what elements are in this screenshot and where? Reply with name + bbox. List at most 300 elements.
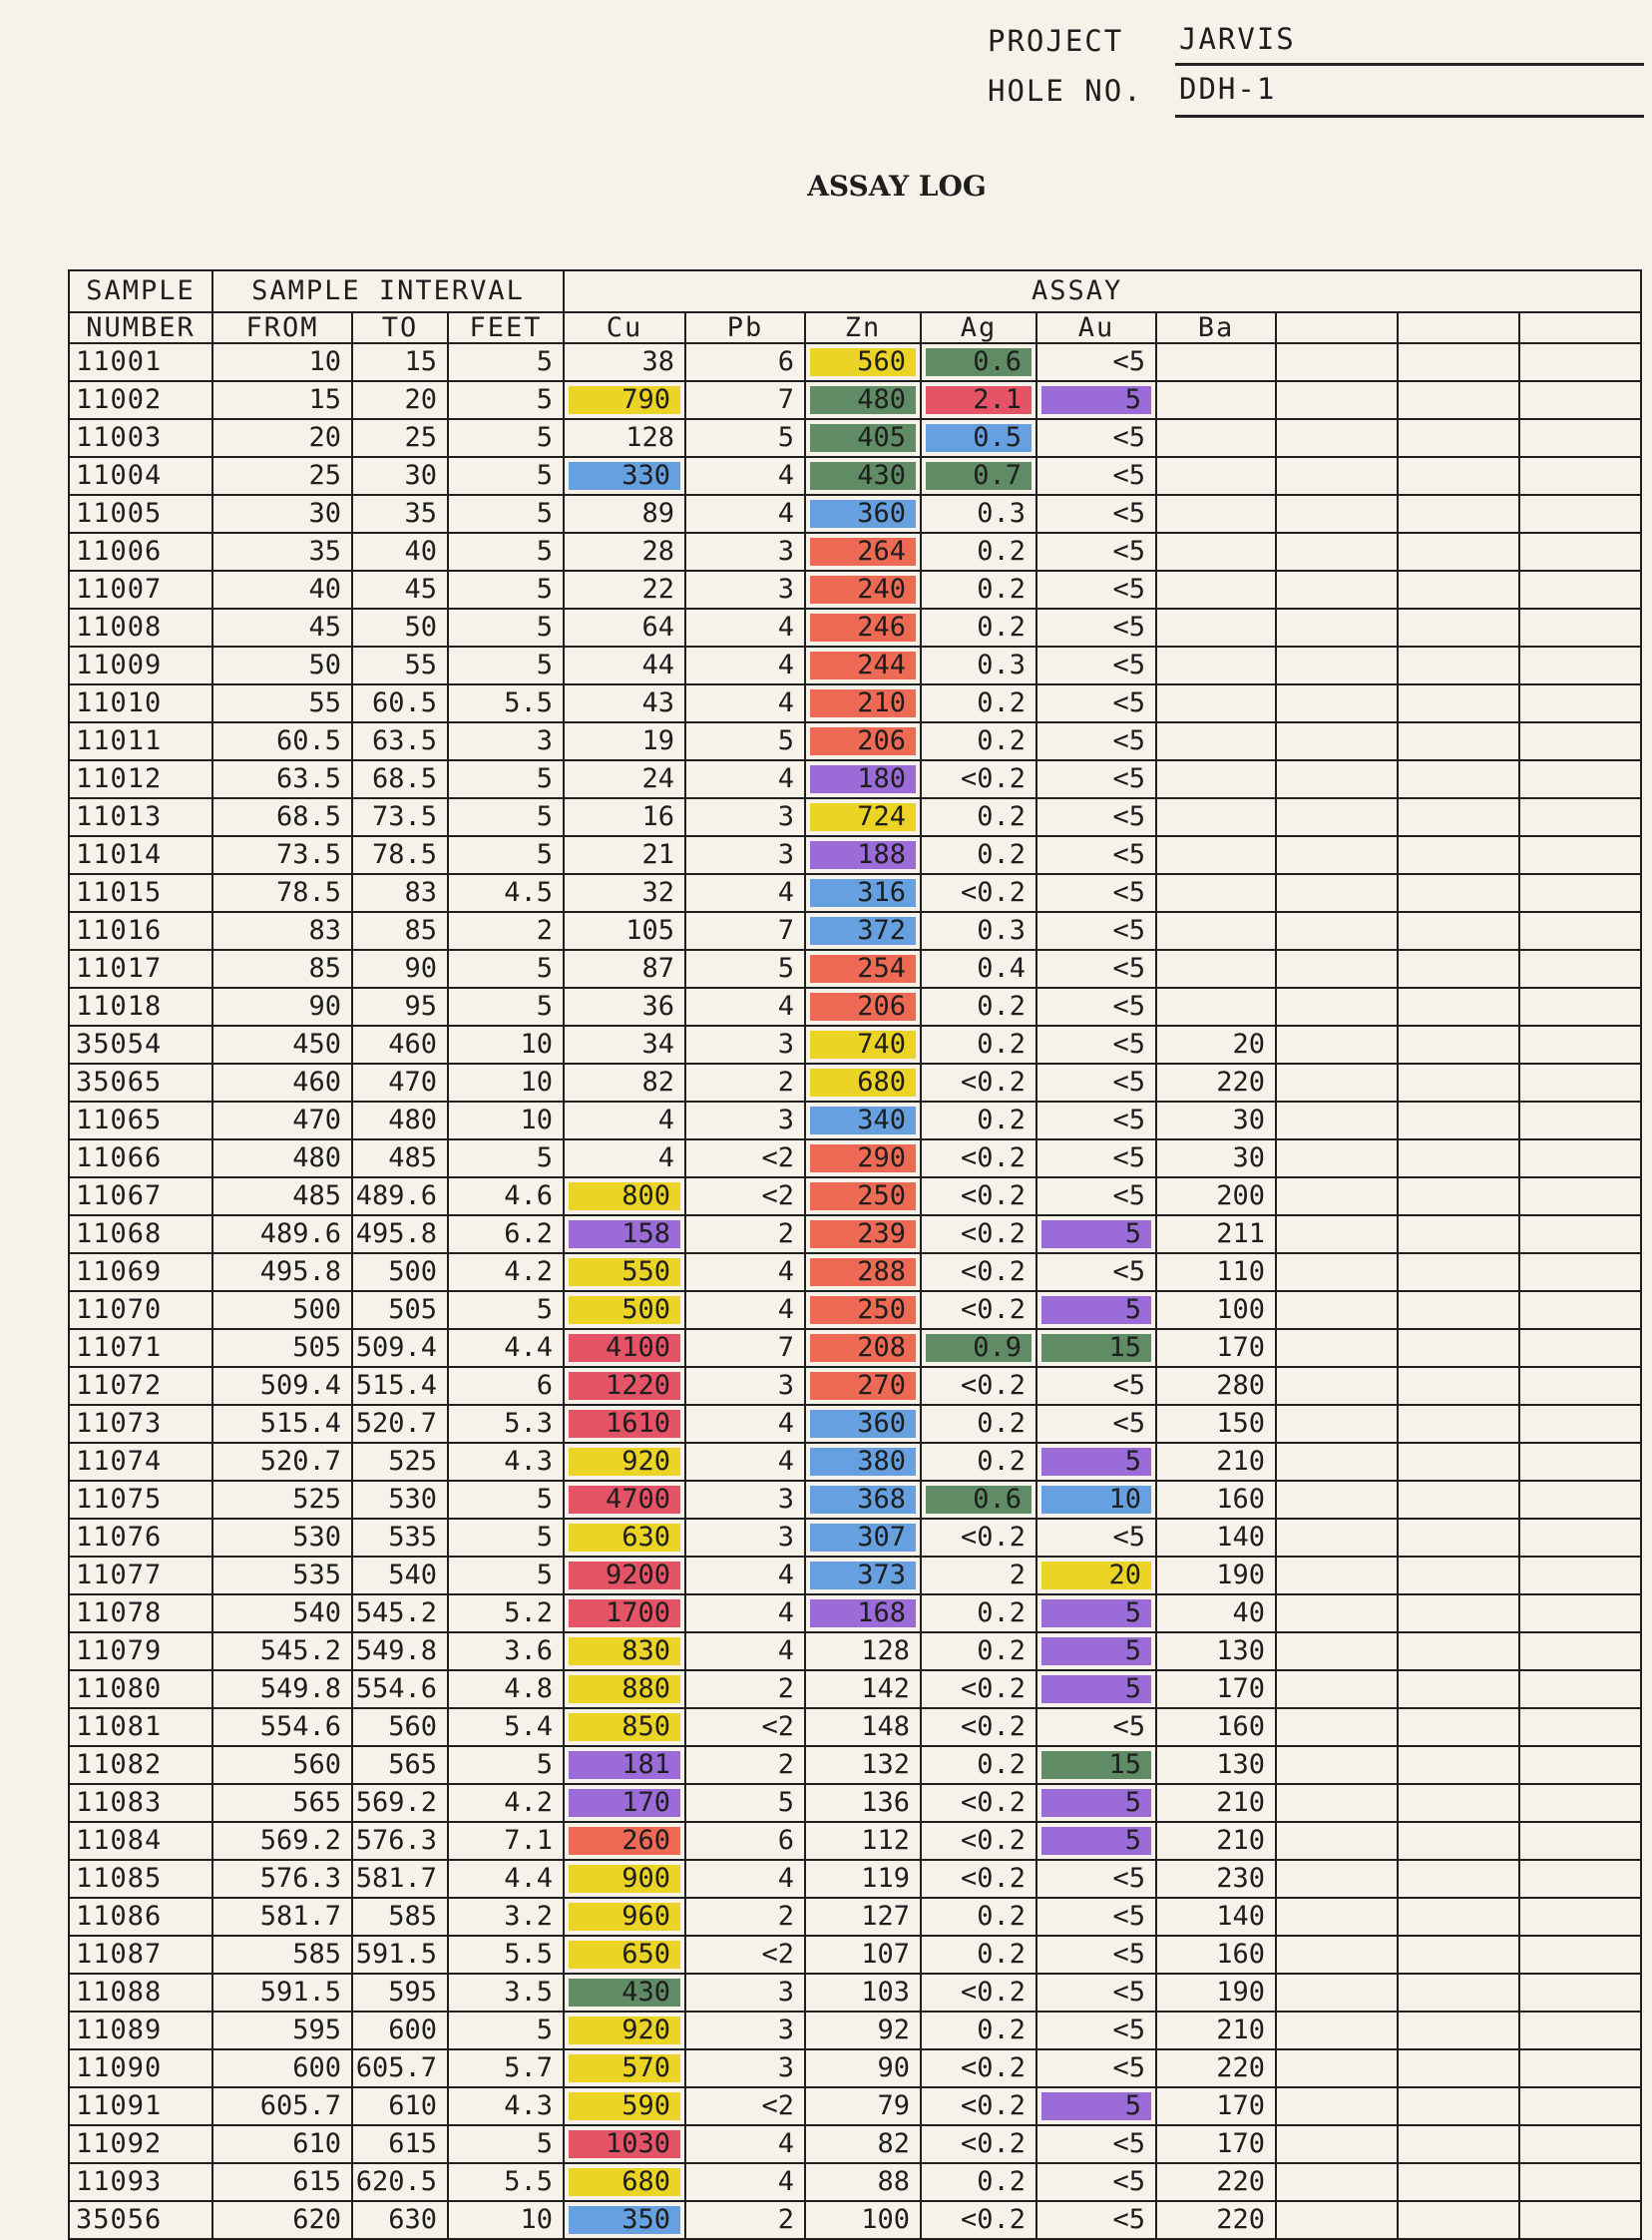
- au-cell-highlight: 5: [1041, 1599, 1151, 1627]
- feet-cell: 10: [448, 1064, 564, 1102]
- pb-cell: 3: [685, 2012, 805, 2049]
- to-cell: 73.5: [352, 798, 448, 836]
- sample-number-cell: 11077: [69, 1557, 212, 1594]
- feet-cell: 10: [448, 1026, 564, 1064]
- zn-cell: 132: [805, 1746, 921, 1784]
- sample-number-cell: 11071: [69, 1329, 212, 1367]
- cu-cell: 4: [564, 1102, 685, 1139]
- blank-cell: [1519, 457, 1641, 495]
- blank-cell: [1276, 1746, 1398, 1784]
- sample-number-cell: 11092: [69, 2125, 212, 2163]
- from-cell: 20: [212, 419, 352, 457]
- blank-cell: [1398, 1443, 1519, 1481]
- au-cell-highlight: 5: [1041, 1789, 1151, 1817]
- au-cell: <5: [1036, 684, 1156, 722]
- au-cell: [1036, 2087, 1156, 2125]
- zn-cell: 128: [805, 1632, 921, 1670]
- sample-number-cell: 11015: [69, 874, 212, 912]
- to-cell: 45: [352, 571, 448, 609]
- cu-cell-highlight: 900: [569, 1865, 680, 1893]
- ba-cell: [1156, 684, 1276, 722]
- to-cell: 55: [352, 647, 448, 684]
- au-cell: <5: [1036, 2201, 1156, 2239]
- ag-cell: <0.2: [921, 874, 1036, 912]
- blank-cell: [1398, 874, 1519, 912]
- au-cell: <5: [1036, 1860, 1156, 1898]
- zn-cell: [805, 1139, 921, 1177]
- ba-cell: 170: [1156, 1670, 1276, 1708]
- zn-cell: [805, 1405, 921, 1443]
- sample-number-cell: 11065: [69, 1102, 212, 1139]
- zn-cell-highlight: 206: [810, 993, 916, 1021]
- ba-cell: 100: [1156, 1291, 1276, 1329]
- ag-cell: <0.2: [921, 1860, 1036, 1898]
- feet-cell: 3.2: [448, 1898, 564, 1936]
- zn-cell-highlight: 480: [810, 386, 916, 414]
- blank-cell: [1398, 836, 1519, 874]
- sample-number-cell: 11012: [69, 760, 212, 798]
- pb-cell: 7: [685, 381, 805, 419]
- zn-cell: 142: [805, 1670, 921, 1708]
- blank-cell: [1398, 760, 1519, 798]
- blank-cell: [1519, 1594, 1641, 1632]
- au-cell: <5: [1036, 2049, 1156, 2087]
- ba-cell: 220: [1156, 1064, 1276, 1102]
- ag-cell: [921, 343, 1036, 381]
- table-row: [69, 1898, 1641, 1936]
- zn-cell-highlight: 239: [810, 1220, 916, 1248]
- feet-cell: 5: [448, 1139, 564, 1177]
- cu-cell: 44: [564, 647, 685, 684]
- ag-cell-highlight: 2.1: [926, 386, 1032, 414]
- sample-number-cell: 11076: [69, 1519, 212, 1557]
- feet-cell: 4.2: [448, 1784, 564, 1822]
- ag-cell: [921, 1329, 1036, 1367]
- pb-cell: 3: [685, 1026, 805, 1064]
- blank-cell: [1519, 2012, 1641, 2049]
- ba-cell: 170: [1156, 1329, 1276, 1367]
- zn-cell: [805, 1443, 921, 1481]
- table-row: [69, 1594, 1641, 1632]
- ba-cell: [1156, 571, 1276, 609]
- blank-cell: [1398, 1215, 1519, 1253]
- blank-cell: [1276, 1443, 1398, 1481]
- cu-cell-highlight: 630: [569, 1524, 680, 1552]
- pb-cell: 4: [685, 1291, 805, 1329]
- cu-cell: [564, 1291, 685, 1329]
- pb-cell: 7: [685, 1329, 805, 1367]
- zn-cell: 82: [805, 2125, 921, 2163]
- cu-cell: 38: [564, 343, 685, 381]
- ba-cell: [1156, 381, 1276, 419]
- table-row: [69, 1177, 1641, 1215]
- ba-cell: 220: [1156, 2049, 1276, 2087]
- cu-cell: [564, 1519, 685, 1557]
- sample-number-cell: 11091: [69, 2087, 212, 2125]
- feet-header: FEET: [448, 312, 564, 343]
- ag-cell-highlight: 0.7: [926, 462, 1032, 490]
- blank-cell: [1276, 1936, 1398, 1974]
- au-cell: <5: [1036, 1405, 1156, 1443]
- table-row: [69, 912, 1641, 950]
- to-cell: 545.2: [352, 1594, 448, 1632]
- from-cell: 569.2: [212, 1822, 352, 1860]
- au-cell: <5: [1036, 1102, 1156, 1139]
- sample-number-cell: 11006: [69, 533, 212, 571]
- au-cell: <5: [1036, 912, 1156, 950]
- blank-cell: [1519, 1936, 1641, 1974]
- cu-cell-highlight: 570: [569, 2054, 680, 2082]
- cu-cell-highlight: 850: [569, 1713, 680, 1741]
- ag-cell: 0.2: [921, 533, 1036, 571]
- ba-cell: 130: [1156, 1632, 1276, 1670]
- blank-cell: [1519, 1367, 1641, 1405]
- zn-cell: [805, 836, 921, 874]
- blank-cell: [1398, 381, 1519, 419]
- blank-cell: [1398, 1519, 1519, 1557]
- blank-cell: [1519, 684, 1641, 722]
- blank-cell: [1398, 1026, 1519, 1064]
- blank-cell: [1398, 1974, 1519, 2012]
- table-row: [69, 1367, 1641, 1405]
- blank-cell: [1398, 912, 1519, 950]
- blank-cell: [1519, 874, 1641, 912]
- blank-cell: [1276, 2201, 1398, 2239]
- feet-cell: 5: [448, 1557, 564, 1594]
- feet-cell: 5: [448, 2125, 564, 2163]
- blank-cell: [1398, 798, 1519, 836]
- table-row: [69, 1026, 1641, 1064]
- zn-cell: [805, 647, 921, 684]
- pb-cell: 4: [685, 1860, 805, 1898]
- pb-cell: 3: [685, 2049, 805, 2087]
- to-cell: 560: [352, 1708, 448, 1746]
- blank-cell: [1519, 1102, 1641, 1139]
- zn-cell-highlight: 244: [810, 652, 916, 679]
- blank-cell: [1519, 1632, 1641, 1670]
- blank-cell: [1276, 1253, 1398, 1291]
- blank-cell: [1519, 1481, 1641, 1519]
- blank-cell: [1276, 495, 1398, 533]
- feet-cell: 5: [448, 1746, 564, 1784]
- blank-cell: [1519, 381, 1641, 419]
- sample-number-cell: 11088: [69, 1974, 212, 2012]
- au-cell: <5: [1036, 950, 1156, 988]
- ag-cell: <0.2: [921, 1784, 1036, 1822]
- blank-cell: [1398, 1405, 1519, 1443]
- blank-cell: [1519, 1291, 1641, 1329]
- sample-number-cell: 11067: [69, 1177, 212, 1215]
- ba-cell: 230: [1156, 1860, 1276, 1898]
- pb-cell: 2: [685, 1064, 805, 1102]
- zn-cell: [805, 343, 921, 381]
- cu-cell: [564, 1594, 685, 1632]
- to-cell: 68.5: [352, 760, 448, 798]
- to-cell: 35: [352, 495, 448, 533]
- ag-cell: 0.2: [921, 722, 1036, 760]
- zn-cell: [805, 571, 921, 609]
- pb-cell: 4: [685, 760, 805, 798]
- blank-cell: [1519, 533, 1641, 571]
- cu-cell-highlight: 158: [569, 1220, 680, 1248]
- blank-cell: [1276, 2049, 1398, 2087]
- ag-cell: 0.4: [921, 950, 1036, 988]
- to-cell: 25: [352, 419, 448, 457]
- from-cell: 45: [212, 609, 352, 647]
- au-cell-highlight: 15: [1041, 1751, 1151, 1779]
- blank-cell: [1276, 1898, 1398, 1936]
- ba-cell: 190: [1156, 1974, 1276, 2012]
- blank-cell: [1519, 2087, 1641, 2125]
- blank-cell: [1276, 343, 1398, 381]
- cu-cell-highlight: 181: [569, 1751, 680, 1779]
- sample-number-cell: 11078: [69, 1594, 212, 1632]
- from-cell: 600: [212, 2049, 352, 2087]
- from-cell: 489.6: [212, 1215, 352, 1253]
- cu-cell: [564, 1746, 685, 1784]
- to-header: TO: [352, 312, 448, 343]
- blank-cell: [1276, 2012, 1398, 2049]
- from-cell: 554.6: [212, 1708, 352, 1746]
- zn-cell: [805, 1102, 921, 1139]
- ag-cell-highlight: 0.6: [926, 348, 1032, 376]
- ag-cell: <0.2: [921, 2087, 1036, 2125]
- zn-cell-highlight: 188: [810, 841, 916, 869]
- ba-cell: 20: [1156, 1026, 1276, 1064]
- table-row: [69, 647, 1641, 684]
- ag-cell: 0.2: [921, 1594, 1036, 1632]
- blank-cell: [1519, 571, 1641, 609]
- blank-cell: [1398, 2201, 1519, 2239]
- table-row: [69, 1291, 1641, 1329]
- ba-cell: 211: [1156, 1215, 1276, 1253]
- blank-cell: [1276, 722, 1398, 760]
- zn-cell: [805, 1026, 921, 1064]
- au-cell-highlight: 10: [1041, 1486, 1151, 1514]
- from-cell: 485: [212, 1177, 352, 1215]
- table-row: [69, 609, 1641, 647]
- feet-cell: 5.2: [448, 1594, 564, 1632]
- feet-cell: 5: [448, 343, 564, 381]
- ag-cell-highlight: 0.9: [926, 1334, 1032, 1362]
- pb-cell: 6: [685, 1822, 805, 1860]
- ba-cell: [1156, 533, 1276, 571]
- au-cell: <5: [1036, 495, 1156, 533]
- table-row: [69, 2087, 1641, 2125]
- to-cell: 540: [352, 1557, 448, 1594]
- blank-cell: [1398, 1177, 1519, 1215]
- blank-cell: [1398, 1822, 1519, 1860]
- zn-cell: [805, 912, 921, 950]
- table-row: [69, 495, 1641, 533]
- pb-cell: 2: [685, 2201, 805, 2239]
- blank-cell: [1398, 1253, 1519, 1291]
- zn-cell: [805, 419, 921, 457]
- au-cell: <5: [1036, 419, 1156, 457]
- table-row: [69, 1632, 1641, 1670]
- au-cell: <5: [1036, 609, 1156, 647]
- sample-number-cell: 11011: [69, 722, 212, 760]
- sample-number-cell: 11001: [69, 343, 212, 381]
- zn-cell-highlight: 288: [810, 1258, 916, 1286]
- blank-cell: [1519, 1177, 1641, 1215]
- cu-cell: [564, 1632, 685, 1670]
- ba-cell: 160: [1156, 1708, 1276, 1746]
- blank-cell: [1519, 1860, 1641, 1898]
- blank-cell: [1519, 1784, 1641, 1822]
- to-cell: 40: [352, 533, 448, 571]
- ba-cell: 150: [1156, 1405, 1276, 1443]
- blank-cell: [1519, 1974, 1641, 2012]
- from-cell: 10: [212, 343, 352, 381]
- zn-cell-highlight: 560: [810, 348, 916, 376]
- zn-cell-highlight: 254: [810, 955, 916, 983]
- cu-cell: [564, 1329, 685, 1367]
- table-row: [69, 419, 1641, 457]
- to-cell: 470: [352, 1064, 448, 1102]
- cu-cell-highlight: 800: [569, 1182, 680, 1210]
- from-cell: 78.5: [212, 874, 352, 912]
- table-row: [69, 2163, 1641, 2201]
- ba-cell: [1156, 495, 1276, 533]
- zn-cell-highlight: 208: [810, 1334, 916, 1362]
- from-cell: 25: [212, 457, 352, 495]
- table-row: [69, 1784, 1641, 1822]
- au-cell: <5: [1036, 571, 1156, 609]
- au-cell: <5: [1036, 1367, 1156, 1405]
- ag-cell: 0.2: [921, 1102, 1036, 1139]
- blank-cell: [1276, 1860, 1398, 1898]
- table-row: [69, 1519, 1641, 1557]
- au-cell-highlight: 5: [1041, 2092, 1151, 2120]
- blank-cell: [1519, 2049, 1641, 2087]
- hole-label: HOLE NO.: [988, 74, 1143, 108]
- blank-cell: [1398, 1367, 1519, 1405]
- from-cell: 73.5: [212, 836, 352, 874]
- au-cell: [1036, 381, 1156, 419]
- to-cell: 505: [352, 1291, 448, 1329]
- cu-cell-highlight: 880: [569, 1675, 680, 1703]
- to-cell: 85: [352, 912, 448, 950]
- cu-cell-highlight: 960: [569, 1903, 680, 1931]
- ag-cell: 0.2: [921, 988, 1036, 1026]
- from-cell: 68.5: [212, 798, 352, 836]
- pb-cell: 4: [685, 2125, 805, 2163]
- ag-cell: 0.2: [921, 1898, 1036, 1936]
- blank-cell: [1276, 1177, 1398, 1215]
- feet-cell: 3.6: [448, 1632, 564, 1670]
- blank-cell: [1276, 1632, 1398, 1670]
- sample-number-cell: 11003: [69, 419, 212, 457]
- sample-number-cell: 11084: [69, 1822, 212, 1860]
- ag-cell: <0.2: [921, 1177, 1036, 1215]
- au-cell: <5: [1036, 874, 1156, 912]
- ag-cell: [921, 419, 1036, 457]
- blank-cell: [1276, 1519, 1398, 1557]
- ag-cell: 0.2: [921, 571, 1036, 609]
- table-row: [69, 1443, 1641, 1481]
- zn-cell-highlight: 724: [810, 803, 916, 831]
- zn-cell: [805, 722, 921, 760]
- table-row: [69, 457, 1641, 495]
- feet-cell: 5: [448, 1481, 564, 1519]
- pb-cell: 4: [685, 1594, 805, 1632]
- au-cell-highlight: 5: [1041, 1637, 1151, 1665]
- table-row: [69, 950, 1641, 988]
- cu-cell: 82: [564, 1064, 685, 1102]
- sample-number-cell: 11086: [69, 1898, 212, 1936]
- zn-cell: [805, 609, 921, 647]
- cu-cell: [564, 2201, 685, 2239]
- au-cell: [1036, 1329, 1156, 1367]
- feet-cell: 4.2: [448, 1253, 564, 1291]
- ba-cell: 210: [1156, 2012, 1276, 2049]
- au-cell: <5: [1036, 647, 1156, 684]
- cu-cell: [564, 1898, 685, 1936]
- au-cell: <5: [1036, 2125, 1156, 2163]
- sample-number-cell: 11074: [69, 1443, 212, 1481]
- zn-cell: 79: [805, 2087, 921, 2125]
- zn-cell-highlight: 206: [810, 727, 916, 755]
- table-row: [69, 1557, 1641, 1594]
- feet-cell: 5: [448, 571, 564, 609]
- au-cell: <5: [1036, 836, 1156, 874]
- blank-cell: [1276, 684, 1398, 722]
- zn-cell-highlight: 307: [810, 1524, 916, 1552]
- sample-number-cell: 11068: [69, 1215, 212, 1253]
- cu-cell: [564, 1708, 685, 1746]
- from-cell: 460: [212, 1064, 352, 1102]
- blank-cell: [1398, 2125, 1519, 2163]
- blank-cell: [1519, 1519, 1641, 1557]
- zn-cell: [805, 988, 921, 1026]
- pb-cell: 7: [685, 912, 805, 950]
- feet-cell: 4.4: [448, 1329, 564, 1367]
- table-row: [69, 1822, 1641, 1860]
- cu-cell: 34: [564, 1026, 685, 1064]
- to-cell: 620.5: [352, 2163, 448, 2201]
- au-cell: [1036, 1443, 1156, 1481]
- to-cell: 565: [352, 1746, 448, 1784]
- blank-cell: [1276, 1784, 1398, 1822]
- zn-cell-highlight: 210: [810, 689, 916, 717]
- from-cell: 620: [212, 2201, 352, 2239]
- blank-cell: [1276, 1557, 1398, 1594]
- au-cell-highlight: 5: [1041, 1448, 1151, 1476]
- zn-cell-highlight: 740: [810, 1031, 916, 1059]
- blank-cell: [1276, 533, 1398, 571]
- from-cell: 610: [212, 2125, 352, 2163]
- ag-cell: 0.3: [921, 912, 1036, 950]
- blank-cell: [1398, 684, 1519, 722]
- blank-cell: [1276, 457, 1398, 495]
- pb-cell: 3: [685, 836, 805, 874]
- cu-cell: [564, 1784, 685, 1822]
- feet-cell: 5: [448, 533, 564, 571]
- cu-cell: [564, 1936, 685, 1974]
- au-cell-highlight: 15: [1041, 1334, 1151, 1362]
- blank-cell: [1398, 1557, 1519, 1594]
- blank-cell: [1276, 1064, 1398, 1102]
- table-row: [69, 1974, 1641, 2012]
- table-row: [69, 571, 1641, 609]
- au-cell: <5: [1036, 1708, 1156, 1746]
- zn-cell-highlight: 246: [810, 614, 916, 642]
- blank-cell: [1398, 609, 1519, 647]
- cu-cell: 22: [564, 571, 685, 609]
- blank-cell: [1398, 1860, 1519, 1898]
- from-cell: 615: [212, 2163, 352, 2201]
